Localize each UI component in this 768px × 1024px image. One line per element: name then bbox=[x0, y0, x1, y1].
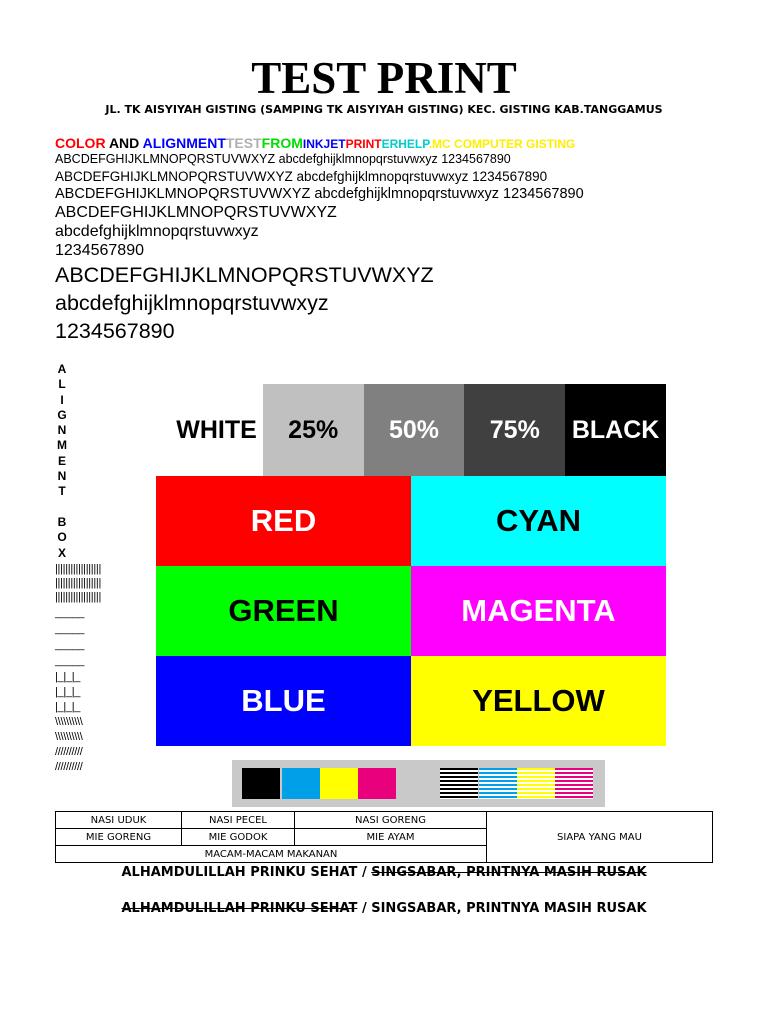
color-block-cyan bbox=[411, 476, 666, 566]
status-line-broken bbox=[0, 900, 768, 918]
status-separator: / bbox=[357, 865, 372, 880]
color-block-grid bbox=[156, 476, 666, 746]
test-word: TEST bbox=[225, 135, 262, 151]
box-pattern: |_|_|_ bbox=[55, 671, 81, 683]
table-cell: MIE GORENG bbox=[56, 829, 182, 846]
alignment-word: ALIGNMENT bbox=[142, 135, 226, 151]
color-block-label: CYAN bbox=[496, 503, 581, 538]
color-block-blue bbox=[156, 656, 411, 746]
sample-lower-medium: abcdefghijklmnopqrstuvwxyz bbox=[55, 223, 259, 240]
table-cell: MIE GODOK bbox=[182, 829, 295, 846]
color-block-magenta bbox=[411, 566, 666, 656]
erhelp-word: ERHELP bbox=[381, 137, 429, 151]
gray-cell-label: 75% bbox=[489, 415, 540, 444]
ink-lines-cyan bbox=[479, 768, 517, 799]
ink-swatch-strip bbox=[232, 760, 605, 807]
gray-cell-50 bbox=[364, 384, 465, 476]
slash-pattern: ////////// bbox=[55, 746, 83, 758]
table-cell: NASI PECEL bbox=[182, 812, 295, 829]
status-bad-text-struck: SINGSABAR, PRINTNYA MASIH RUSAK bbox=[371, 865, 647, 880]
alignment-box-vertical-label bbox=[55, 362, 69, 561]
ink-lines-black bbox=[440, 768, 478, 799]
vertical-letter bbox=[55, 500, 69, 515]
ink-swatch-cyan bbox=[282, 768, 320, 799]
table-cell-right: SIAPA YANG MAU bbox=[487, 812, 713, 863]
table-cell-span: MACAM-MACAM MAKANAN bbox=[56, 846, 487, 863]
vertical-letter: E bbox=[57, 453, 66, 468]
grayscale-row bbox=[156, 384, 666, 476]
status-line-healthy bbox=[0, 864, 768, 882]
address-line: JL. TK AISYIYAH GISTING (SAMPING TK AISYIYAH GISTING) KEC. GISTING KAB.TANGGAMUS bbox=[105, 103, 663, 116]
color-block-label: RED bbox=[250, 503, 317, 538]
box-pattern: |_|_|_ bbox=[55, 686, 81, 698]
gray-cell-75 bbox=[464, 384, 565, 476]
gray-cell-label: 25% bbox=[288, 415, 339, 444]
color-block-yellow bbox=[411, 656, 666, 746]
vertical-letter: G bbox=[57, 407, 67, 422]
status-ok-text: ALHAMDULILLAH PRINKU SEHAT bbox=[121, 865, 358, 880]
underline-pattern: _____ bbox=[55, 607, 85, 619]
status-bad-text: SINGSABAR, PRINTNYA MASIH RUSAK bbox=[371, 901, 647, 916]
status-ok-text-struck: ALHAMDULILLAH PRINKU SEHAT bbox=[121, 901, 358, 916]
underline-pattern: _____ bbox=[55, 623, 85, 635]
sample-line-1: ABCDEFGHIJKLMNOPQRSTUVWXYZ abcdefghijklmnopqrstuvwxyz 1234567890 bbox=[55, 152, 511, 166]
gray-cell-white bbox=[156, 384, 263, 476]
inkjet-word: INKJET bbox=[302, 137, 346, 151]
vertical-letter: O bbox=[57, 530, 67, 545]
vertical-bars-pattern: |||||||||||||||||| bbox=[55, 591, 102, 603]
and-word: AND bbox=[108, 135, 140, 151]
ink-lines-yellow bbox=[517, 768, 555, 799]
table-cell: NASI UDUK bbox=[56, 812, 182, 829]
print-word: PRINT bbox=[345, 137, 382, 151]
vertical-letter: L bbox=[58, 377, 66, 392]
gray-cell-label: WHITE bbox=[176, 415, 257, 444]
vertical-bars-pattern: |||||||||||||||||| bbox=[55, 577, 102, 589]
mc-computer-word: .MC COMPUTER GISTING bbox=[428, 137, 576, 151]
from-word: FROM bbox=[261, 135, 303, 151]
color-block-label: YELLOW bbox=[472, 683, 605, 718]
ink-swatch-magenta bbox=[358, 768, 396, 799]
sample-upper-medium: ABCDEFGHIJKLMNOPQRSTUVWXYZ bbox=[55, 204, 337, 221]
backslash-pattern: \\\\\\\\\\ bbox=[55, 716, 83, 728]
underline-pattern: _____ bbox=[55, 655, 85, 667]
color-block-label: BLUE bbox=[241, 683, 326, 718]
color-block-red bbox=[156, 476, 411, 566]
underline-pattern: _____ bbox=[55, 639, 85, 651]
color-block-label: GREEN bbox=[228, 593, 339, 628]
gray-cell-label: 50% bbox=[388, 415, 440, 444]
vertical-letter: B bbox=[57, 514, 67, 529]
sample-line-3: ABCDEFGHIJKLMNOPQRSTUVWXYZ abcdefghijklmnopqrstuvwxyz 1234567890 bbox=[55, 186, 584, 202]
backslash-pattern: \\\\\\\\\\ bbox=[55, 731, 83, 743]
page-title: TEST PRINT bbox=[251, 53, 517, 103]
sample-lower-large: abcdefghijklmnopqrstuvwxyz bbox=[55, 291, 329, 315]
color-block-green bbox=[156, 566, 411, 656]
sample-digits-medium: 1234567890 bbox=[55, 242, 144, 259]
vertical-letter: X bbox=[57, 545, 66, 560]
sample-line-2: ABCDEFGHIJKLMNOPQRSTUVWXYZ abcdefghijklmnopqrstuvwxyz 1234567890 bbox=[55, 169, 548, 184]
status-separator: / bbox=[357, 901, 372, 916]
gray-cell-25 bbox=[263, 384, 364, 476]
sample-digits-large: 1234567890 bbox=[55, 319, 175, 343]
ink-lines-magenta bbox=[555, 768, 593, 799]
gray-cell-black bbox=[565, 384, 666, 476]
table-cell: MIE AYAM bbox=[295, 829, 487, 846]
box-pattern: |_|_|_ bbox=[55, 701, 81, 713]
color-word: COLOR bbox=[55, 135, 106, 151]
vertical-letter: N bbox=[57, 469, 67, 484]
ink-swatch-black bbox=[242, 768, 280, 799]
table-cell: NASI GORENG bbox=[295, 812, 487, 829]
food-table bbox=[55, 811, 713, 863]
slash-pattern: ////////// bbox=[55, 761, 83, 773]
vertical-letter: T bbox=[58, 484, 66, 499]
vertical-letter: I bbox=[60, 392, 64, 407]
gray-cell-label: BLACK bbox=[571, 415, 660, 444]
vertical-letter: A bbox=[57, 362, 67, 376]
sample-upper-large: ABCDEFGHIJKLMNOPQRSTUVWXYZ bbox=[55, 263, 434, 287]
ink-swatch-yellow bbox=[320, 768, 358, 799]
color-block-label: MAGENTA bbox=[461, 593, 616, 628]
vertical-bars-pattern: |||||||||||||||||| bbox=[55, 563, 102, 575]
vertical-letter: M bbox=[57, 438, 67, 453]
vertical-letter: N bbox=[57, 423, 67, 438]
